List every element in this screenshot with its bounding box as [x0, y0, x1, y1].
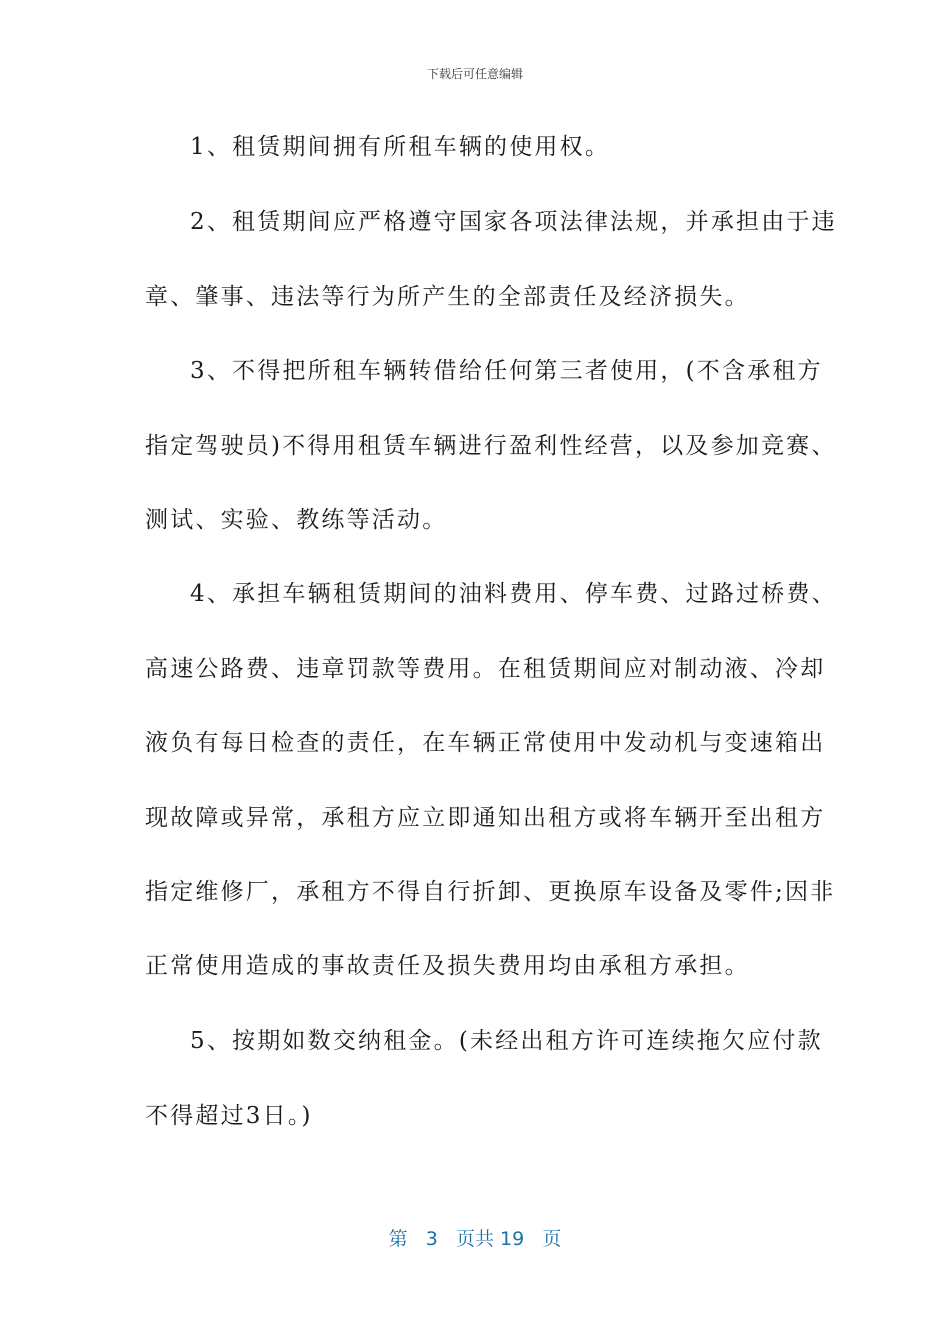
- paragraph-4-line-3: 液负有每日检查的责任，在车辆正常使用中发动机与变速箱出: [145, 730, 826, 756]
- footer-label-prefix: 第: [388, 1228, 408, 1250]
- paragraph-4-line-4: 现故障或异常，承租方应立即通知出租方或将车辆开至出租方: [145, 805, 826, 831]
- paragraph-4-line-5: 指定维修厂，承租方不得自行折卸、更换原车设备及零件;因非: [145, 879, 836, 905]
- total-pages-number: 19: [500, 1228, 525, 1250]
- paragraph-3-line-2: 指定驾驶员)不得用租赁车辆进行盈利性经营，以及参加竞赛、: [145, 433, 837, 459]
- paragraph-1-line-1: 1、租赁期间拥有所租车辆的使用权。: [190, 134, 611, 160]
- header-note: 下载后可任意编辑: [426, 67, 523, 81]
- paragraph-2-line-1: 2、租赁期间应严格遵守国家各项法律法规，并承担由于违: [190, 209, 837, 235]
- paragraph-5-line-1: 5、按期如数交纳租金。(未经出租方许可连续拖欠应付款: [190, 1028, 823, 1054]
- paragraph-3-line-1: 3、不得把所租车辆转借给任何第三者使用，(不含承租方: [190, 358, 823, 384]
- footer-label-suffix: 页: [542, 1228, 562, 1250]
- paragraph-2-line-2: 章、肇事、违法等行为所产生的全部责任及经济损失。: [145, 284, 750, 310]
- page-footer: [0, 1226, 950, 1252]
- paragraph-3-line-3: 测试、实验、教练等活动。: [145, 507, 448, 533]
- footer-label-middle: 页共: [455, 1228, 494, 1250]
- paragraph-4-line-2: 高速公路费、违章罚款等费用。在租赁期间应对制动液、冷却: [145, 656, 826, 682]
- paragraph-5-line-2: 不得超过3日。): [145, 1103, 313, 1129]
- paragraph-4-line-6: 正常使用造成的事故责任及损失费用均由承租方承担。: [145, 953, 750, 979]
- current-page-number: 3: [425, 1228, 438, 1250]
- paragraph-4-line-1: 4、承担车辆租赁期间的油料费用、停车费、过路过桥费、: [190, 581, 837, 607]
